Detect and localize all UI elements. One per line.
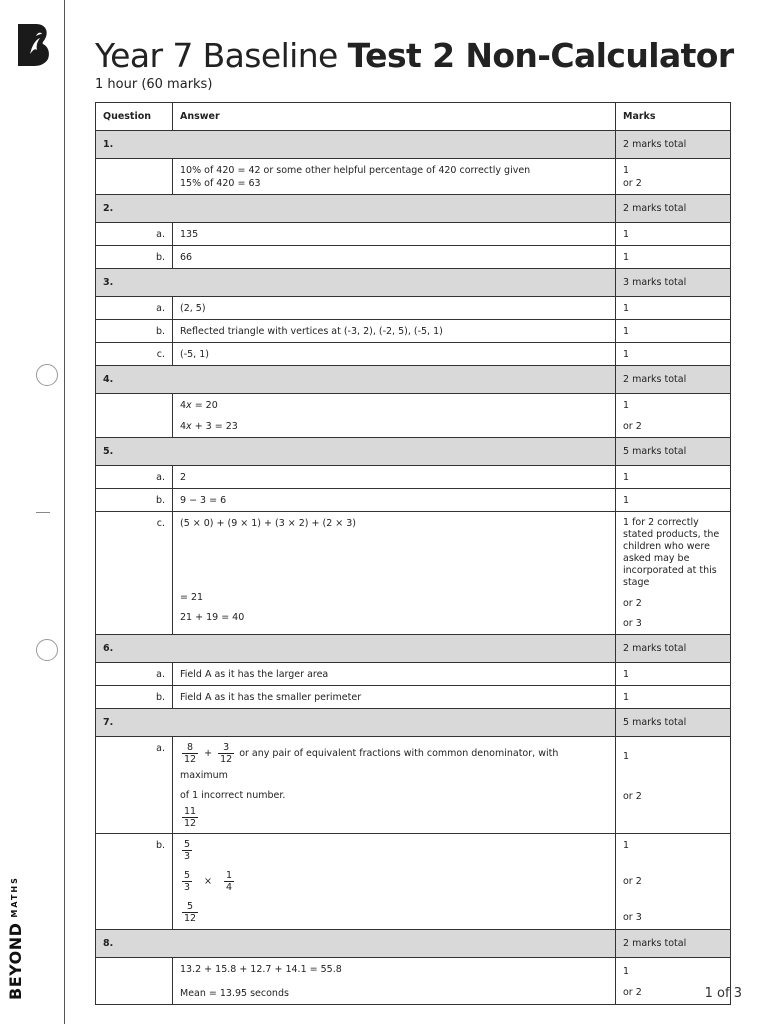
marks-cell: 1 — [616, 466, 731, 489]
marks-cell: 1 or 2 — [616, 159, 731, 195]
answer-cell: (2, 5) — [173, 297, 616, 320]
table-row — [96, 958, 731, 1005]
question-number: 6. — [96, 635, 616, 663]
answer-cell: 135 — [173, 223, 616, 246]
brand-word-2: MATHS — [10, 876, 19, 918]
table-row — [96, 246, 731, 269]
answer-cell: 4x = 20 4x + 3 = 23 — [173, 394, 616, 438]
answer-cell: Reflected triangle with vertices at (-3, 2), (-2, 5), (-5, 1) — [173, 320, 616, 343]
marks-cell: 1 — [616, 320, 731, 343]
marks-total: 2 marks total — [616, 930, 731, 958]
section-row-q4 — [96, 366, 731, 394]
section-row-q8 — [96, 930, 731, 958]
table-row — [96, 343, 731, 366]
section-row-q5 — [96, 438, 731, 466]
page-number: 1 of 3 — [704, 986, 742, 1001]
part-label: b. — [96, 246, 173, 269]
punch-hole-bottom — [36, 639, 58, 661]
question-number: 5. — [96, 438, 616, 466]
answer-cell: 9 − 3 = 6 — [173, 489, 616, 512]
part-label: a. — [96, 223, 173, 246]
fraction: $\frac{5}{3}$ — [184, 870, 191, 893]
marks-total: 2 marks total — [616, 195, 731, 223]
answer-cell: Field A as it has the larger area — [173, 663, 616, 686]
header-marks: Marks — [616, 103, 731, 131]
brand-word-1: BEYOND — [6, 922, 25, 1000]
marks-cell: 1 — [616, 297, 731, 320]
question-number: 4. — [96, 366, 616, 394]
title-light: Year 7 Baseline — [95, 36, 338, 75]
answer-cell: 2 — [173, 466, 616, 489]
marks-total: 5 marks total — [616, 438, 731, 466]
section-row-q7 — [96, 709, 731, 737]
question-number: 2. — [96, 195, 616, 223]
table-header-row — [96, 103, 731, 131]
table-row — [96, 512, 731, 635]
answer-cell: 66 — [173, 246, 616, 269]
section-row-q3 — [96, 269, 731, 297]
brand-wordmark — [6, 876, 25, 1000]
fraction: $\frac{5}{3}$ — [184, 839, 191, 862]
answer-cell: Field A as it has the smaller perimeter — [173, 686, 616, 709]
marks-cell: 1 — [616, 246, 731, 269]
part-label: b. — [96, 320, 173, 343]
section-row-q2 — [96, 195, 731, 223]
fraction: $\frac{1}{4}$ — [226, 870, 233, 893]
marks-cell: 1 — [616, 686, 731, 709]
table-row — [96, 223, 731, 246]
answer-cell: (-5, 1) — [173, 343, 616, 366]
question-number: 3. — [96, 269, 616, 297]
punch-hole-top — [36, 364, 58, 386]
fraction: $\frac{5}{12}$ — [184, 901, 197, 924]
table-row — [96, 834, 731, 930]
fraction: $\frac{8}{12}$ — [184, 742, 197, 765]
marks-total: 2 marks total — [616, 131, 731, 159]
table-row — [96, 737, 731, 834]
title-bold: Test 2 Non-Calculator — [347, 36, 734, 75]
fraction: $\frac{11}{12}$ — [184, 806, 197, 829]
part-label: b. — [96, 686, 173, 709]
question-number: 7. — [96, 709, 616, 737]
marks-cell: 1 — [616, 663, 731, 686]
part-label: a. — [96, 663, 173, 686]
page-title — [95, 36, 734, 75]
table-row — [96, 686, 731, 709]
marks-cell: 1 — [616, 489, 731, 512]
marks-total: 2 marks total — [616, 635, 731, 663]
marks-cell: 1 for 2 correctly stated products, the children who were asked may be incorporated at this stage or 2 or 3 — [616, 512, 731, 635]
marks-total: 3 marks total — [616, 269, 731, 297]
part-label: a. — [96, 737, 173, 834]
marks-cell: 1 or 2 or 3 — [616, 834, 731, 930]
table-row — [96, 297, 731, 320]
part-label: b. — [96, 834, 173, 930]
section-row-q6 — [96, 635, 731, 663]
marks-cell: 1 — [616, 343, 731, 366]
table-row — [96, 466, 731, 489]
part-label: c. — [96, 343, 173, 366]
fraction: $\frac{3}{12}$ — [220, 742, 233, 765]
part-label: b. — [96, 489, 173, 512]
answer-cell: 13.2 + 15.8 + 12.7 + 14.1 = 55.8 Mean = 13.95 seconds — [173, 958, 616, 1005]
answer-cell: 10% of 420 = 42 or some other helpful percentage of 420 correctly given 15% of 420 = 63 — [173, 159, 616, 195]
table-row — [96, 394, 731, 438]
section-row-q1 — [96, 131, 731, 159]
answer-cell: $\frac{8}{12}$ + $\frac{3}{12}$ or any pair of equivalent fractions with common denominator, with maximum of 1 incorrect number. $\frac{11}{12}$ — [173, 737, 616, 834]
marks-total: 5 marks total — [616, 709, 731, 737]
page-subtitle: 1 hour (60 marks) — [95, 77, 213, 92]
answer-cell: (5 × 0) + (9 × 1) + (3 × 2) + (2 × 3) = 21 21 + 19 = 40 — [173, 512, 616, 635]
table-row — [96, 320, 731, 343]
table-row — [96, 159, 731, 195]
answer-cell: $\frac{5}{3}$ $\frac{5}{3}$ × $\frac{1}{4}$ $\frac{5}{12}$ — [173, 834, 616, 930]
beyond-logo-icon — [16, 24, 50, 66]
fold-mark — [36, 512, 50, 513]
marks-cell: 1 or 2 — [616, 958, 731, 1005]
marks-cell: 1 or 2 — [616, 737, 731, 834]
margin-rule — [64, 0, 65, 1024]
table-row — [96, 489, 731, 512]
marks-total: 2 marks total — [616, 366, 731, 394]
part-label: c. — [96, 512, 173, 635]
part-label: a. — [96, 466, 173, 489]
header-question: Question — [96, 103, 173, 131]
marks-cell: 1 — [616, 223, 731, 246]
marks-cell: 1 or 2 — [616, 394, 731, 438]
header-answer: Answer — [173, 103, 616, 131]
question-number: 1. — [96, 131, 616, 159]
mark-scheme-table — [95, 102, 731, 1005]
question-number: 8. — [96, 930, 616, 958]
part-label: a. — [96, 297, 173, 320]
table-row — [96, 663, 731, 686]
